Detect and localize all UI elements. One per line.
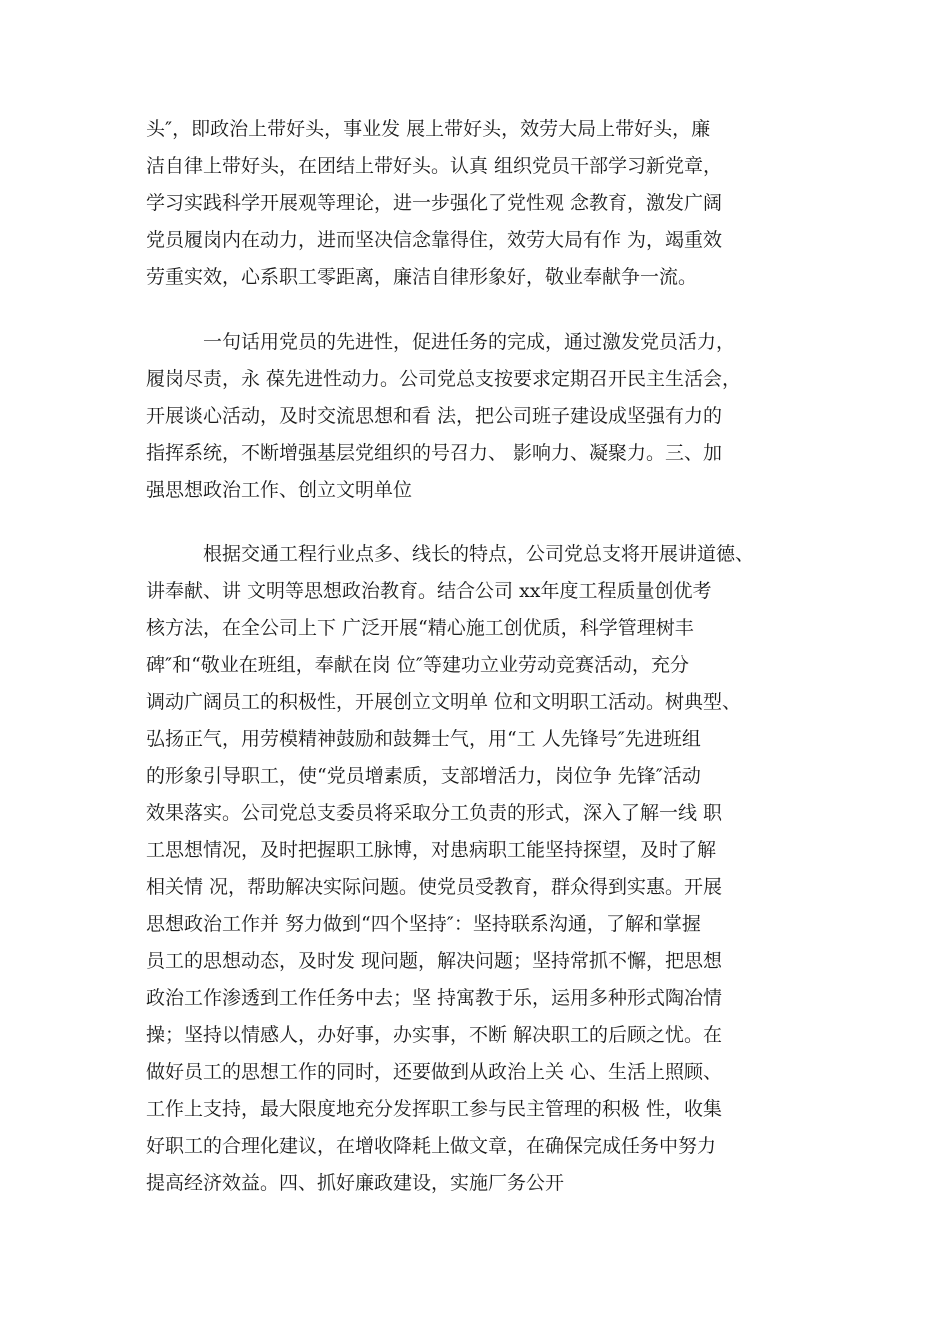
text-line: 做好员工的思想工作的同时，还要做到从政治上关 心、生活上照顾、: [146, 1061, 723, 1083]
text-line: 工思想情况，及时把握职工脉博，对患病职工能坚持探望，及时了解: [146, 839, 717, 861]
text-line: 党员履岗内在动力，进而坚决信念靠得住，效劳大局有作 为，竭重效: [146, 229, 723, 251]
text-line: 头″，即政治上带好头，事业发 展上带好头，效劳大局上带好头，廉: [146, 118, 711, 140]
text-line: 根据交通工程行业点多、线长的特点，公司党总支将开展讲道德、: [203, 543, 755, 565]
text-line: 学习实践科学开展观等理论，进一步强化了党性观 念教育，激发广阔: [146, 192, 723, 214]
text-line: 员工的思想动态，及时发 现问题，解决问题；坚持常抓不懈，把思想: [146, 950, 723, 972]
text-line: 强思想政治工作、创立文明单位: [146, 479, 413, 501]
text-line: 指挥系统，不断增强基层党组织的号召力、 影响力、凝聚力。三、加: [146, 442, 723, 464]
text-line: 操；坚持以情感人，办好事，办实事，不断 解决职工的后顾之忧。在: [146, 1024, 723, 1046]
text-line: 的形象引导职工，使“党员增素质，支部增活力，岗位争 先锋″活动: [146, 765, 701, 787]
text-line: 履岗尽责，永 葆先进性动力。公司党总支按要求定期召开民主生活会，: [146, 368, 742, 390]
text-line: 开展谈心活动，及时交流思想和看 法，把公司班子建设成坚强有力的: [146, 405, 723, 427]
text-line: 效果落实。公司党总支委员将采取分工负责的形式，深入了解一线 职: [146, 802, 723, 824]
text-line: 相关情 况，帮助解决实际问题。使党员受教育，群众得到实惠。开展: [146, 876, 723, 898]
text-line: 劳重实效，心系职工零距离，廉洁自律形象好，敬业奉献争一流。: [146, 266, 698, 288]
text-line: 弘扬正气，用劳模精神鼓励和鼓舞士气，用“工 人先锋号″先进班组: [146, 728, 701, 750]
text-line: 政治工作渗透到工作任务中去；坚 持寓教于乐，运用多种形式陶冶情: [146, 987, 723, 1009]
text-line: 碑″和“敬业在班组，奉献在岗 位″等建功立业劳动竞赛活动，充分: [146, 654, 689, 676]
text-line: 工作上支持，最大限度地充分发挥职工参与民主管理的积极 性，收集: [146, 1098, 723, 1120]
text-line: 一句话用党员的先进性，促进任务的完成，通过激发党员活力，: [203, 331, 736, 353]
text-line: 洁自律上带好头，在团结上带好头。认真 组织党员干部学习新党章，: [146, 155, 723, 177]
text-line: 提高经济效益。四、抓好廉政建设，实施厂务公开: [146, 1172, 565, 1194]
text-line: 调动广阔员工的积极性，开展创立文明单 位和文明职工活动。树典型、: [146, 691, 742, 713]
text-line: 核方法，在全公司上下 广泛开展“精心施工创优质，科学管理树丰: [146, 617, 694, 639]
text-line: 讲奉献、讲 文明等思想政治教育。结合公司 xx年度工程质量创优考: [146, 580, 712, 602]
text-line: 好职工的合理化建议，在增收降耗上做文章，在确保完成任务中努力: [146, 1135, 717, 1157]
text-line: 思想政治工作并 努力做到“四个坚持″：坚持联系沟通，了解和掌握: [146, 913, 701, 935]
